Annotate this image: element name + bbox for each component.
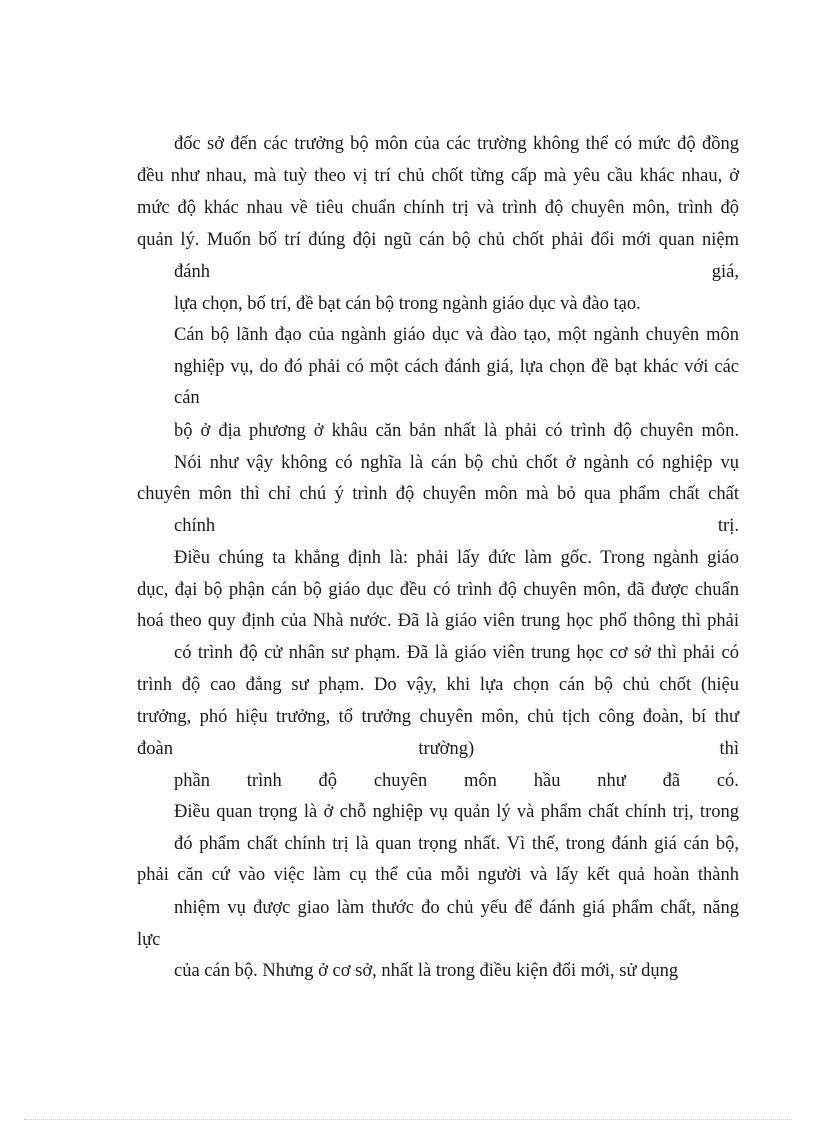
text-line: bộ ở địa phương ở khâu căn bản nhất là phải có trình độ chuyên môn. xyxy=(174,421,739,441)
text-line: Nói như vậy không có nghĩa là cán bộ chủ chốt ở ngành có nghiệp vụ xyxy=(174,453,739,473)
text-line: trưởng, phó hiệu trưởng, tổ trưởng chuyên môn, chủ tịch công đoàn, bí thư xyxy=(137,707,739,727)
text-line: đều như nhau, mà tuỳ theo vị trí chủ chốt từng cấp mà yêu cầu khác nhau, ở xyxy=(137,166,739,186)
text-line-spread xyxy=(174,768,739,794)
word: đánh xyxy=(174,262,210,282)
word: chính xyxy=(174,516,216,536)
text-line: lực xyxy=(137,930,161,950)
word: đoàn xyxy=(137,739,173,759)
text-line: Điều chúng ta khẳng định là: phải lấy đức làm gốc. Trong ngành giáo xyxy=(174,548,739,568)
word: hầu xyxy=(533,771,561,791)
text-line: đó phẩm chất chính trị là quan trọng nhất. Vì thế, trong đánh giá cán bộ, xyxy=(174,834,739,854)
word: trường) xyxy=(418,739,475,759)
word: chuyên xyxy=(373,771,428,791)
text-line: dục, đại bộ phận cán bộ giáo dục đều có trình độ chuyên môn, đã được chuẩn xyxy=(137,580,739,600)
word: môn xyxy=(464,771,497,791)
text-line: Điều quan trọng là ở chỗ nghiệp vụ quản lý và phẩm chất chính trị, trong xyxy=(174,802,739,822)
text-line-spread xyxy=(137,736,739,762)
word: đã xyxy=(662,771,681,791)
text-line: có trình độ cử nhân sư phạm. Đã là giáo viên trung học cơ sở thì phải có xyxy=(174,643,739,663)
text-line: đốc sở đến các trưởng bộ môn của các trường không thể có mức độ đồng xyxy=(174,134,739,154)
word: độ xyxy=(318,771,338,791)
text-line: phải căn cứ vào việc làm cụ thể của mỗi người và lấy kết quả hoàn thành xyxy=(137,865,739,885)
text-line: trình độ cao đẳng sư phạm. Do vậy, khi lựa chọn cán bộ chủ chốt (hiệu xyxy=(137,675,739,695)
text-line: chuyên môn thì chỉ chú ý trình độ chuyên môn mà bỏ qua phẩm chất chất xyxy=(137,484,739,504)
text-line: cán xyxy=(174,388,200,408)
text-line-spread xyxy=(174,259,739,285)
footer-divider xyxy=(24,1119,792,1120)
word: có. xyxy=(716,771,739,791)
text-line: hoá theo quy định của Nhà nước. Đã là giáo viên trung học phổ thông thì phải xyxy=(137,611,739,631)
text-line: mức độ khác nhau về tiêu chuẩn chính trị và trình độ chuyên môn, trình độ xyxy=(137,198,739,218)
word: thì xyxy=(719,739,739,759)
word: trị. xyxy=(717,516,739,536)
text-line: lựa chọn, bố trí, đề bạt cán bộ trong ngành giáo dục và đào tạo. xyxy=(174,294,641,314)
text-line: Cán bộ lãnh đạo của ngành giáo dục và đào tạo, một ngành chuyên môn xyxy=(174,325,739,345)
text-line: của cán bộ. Nhưng ở cơ sở, nhất là trong điều kiện đổi mới, sử dụng xyxy=(174,961,679,981)
text-line: nghiệp vụ, do đó phải có một cách đánh giá, lựa chọn đề bạt khác với các xyxy=(174,357,739,377)
text-line: quản lý. Muốn bố trí đúng đội ngũ cán bộ chủ chốt phải đổi mới quan niệm xyxy=(137,230,739,250)
text-line: nhiệm vụ được giao làm thước đo chủ yếu để đánh giá phẩm chất, năng xyxy=(174,898,739,918)
word: trình xyxy=(246,771,282,791)
word: như xyxy=(597,771,626,791)
word: giá, xyxy=(711,262,739,282)
text-line-spread xyxy=(174,513,739,539)
word: phần xyxy=(174,771,210,791)
